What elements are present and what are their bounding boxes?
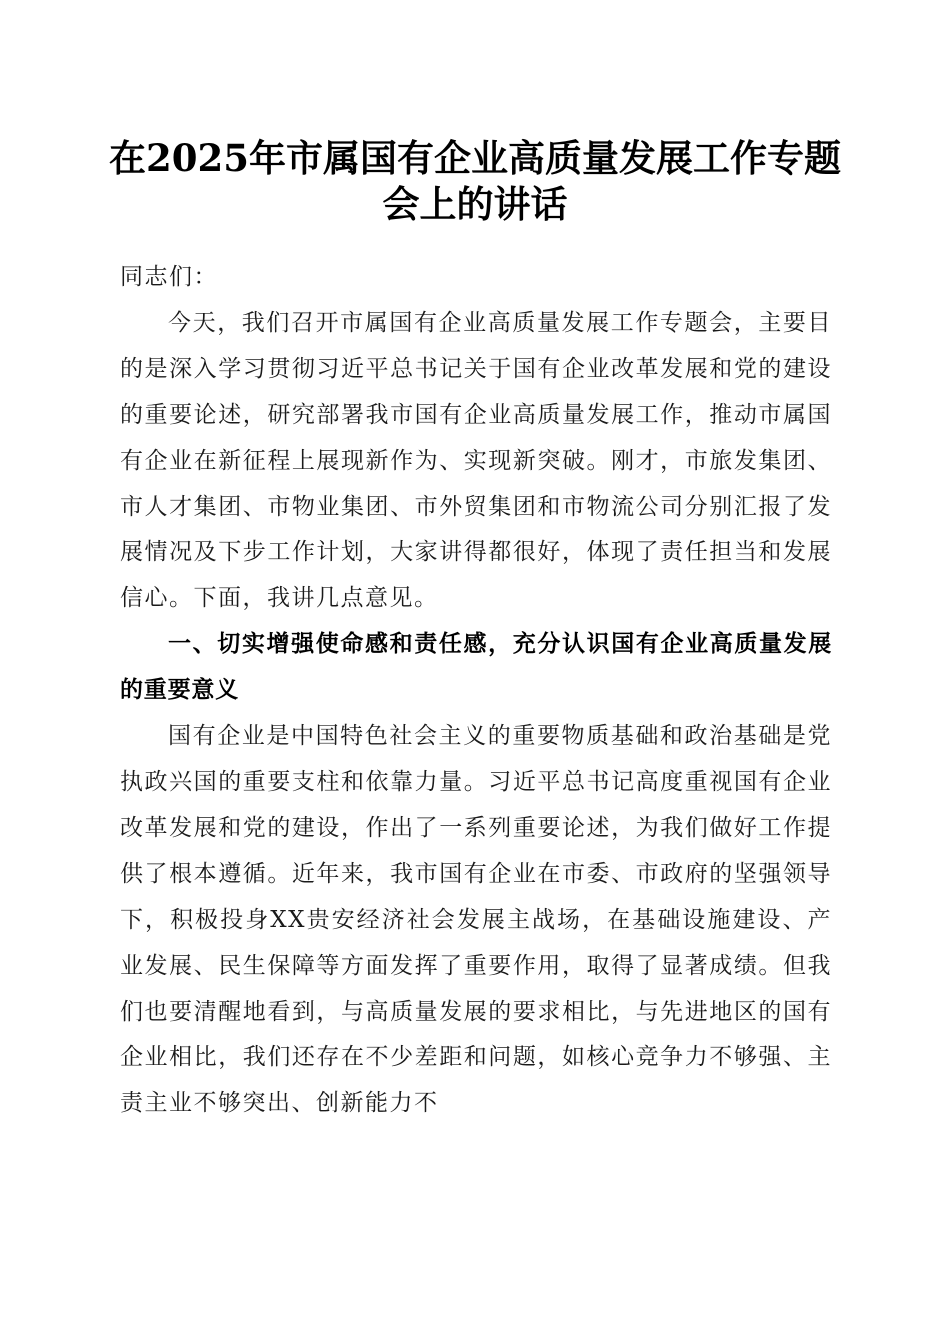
title-line-2: 会上的讲话 — [382, 182, 568, 226]
title-line-1: 在2025年市属国有企业高质量发展工作专题 — [109, 136, 841, 180]
document-body — [120, 255, 832, 1127]
salutation: 同志们： — [120, 264, 218, 290]
section-heading-1: 一、切实增强使命感和责任感，充分认识国有企业高质量发展的重要意义 — [120, 631, 832, 704]
document-title — [90, 135, 860, 227]
paragraph-intro: 今天，我们召开市属国有企业高质量发展工作专题会，主要目的是深入学习贯彻习近平总书记关于国有企业改革发展和党的建设的重要论述，研究部署我市国有企业高质量发展工作，推动市属国有企业在新征程上展现新作为、实现新突破。刚才，市旅发集团、市人才集团、市物业集团、市外贸集团和市物流公司分别汇报了发展情况及下步工作计划，大家讲得都很好，体现了责任担当和发展信心。下面，我讲几点意见。 — [120, 309, 832, 612]
paragraph-section-1: 国有企业是中国特色社会主义的重要物质基础和政治基础是党执政兴国的重要支柱和依靠力量。习近平总书记高度重视国有企业改革发展和党的建设，作出了一系列重要论述，为我们做好工作提供了根本遵循。近年来，我市国有企业在市委、市政府的坚强领导下，积极投身XX贵安经济社会发展主战场，在基础设施建设、产业发展、民生保障等方面发挥了重要作用，取得了显著成绩。但我们也要清醒地看到，与高质量发展的要求相比，与先进地区的国有企业相比，我们还存在不少差距和问题，如核心竞争力不够强、主责主业不够突出、创新能力不 — [120, 723, 832, 1117]
